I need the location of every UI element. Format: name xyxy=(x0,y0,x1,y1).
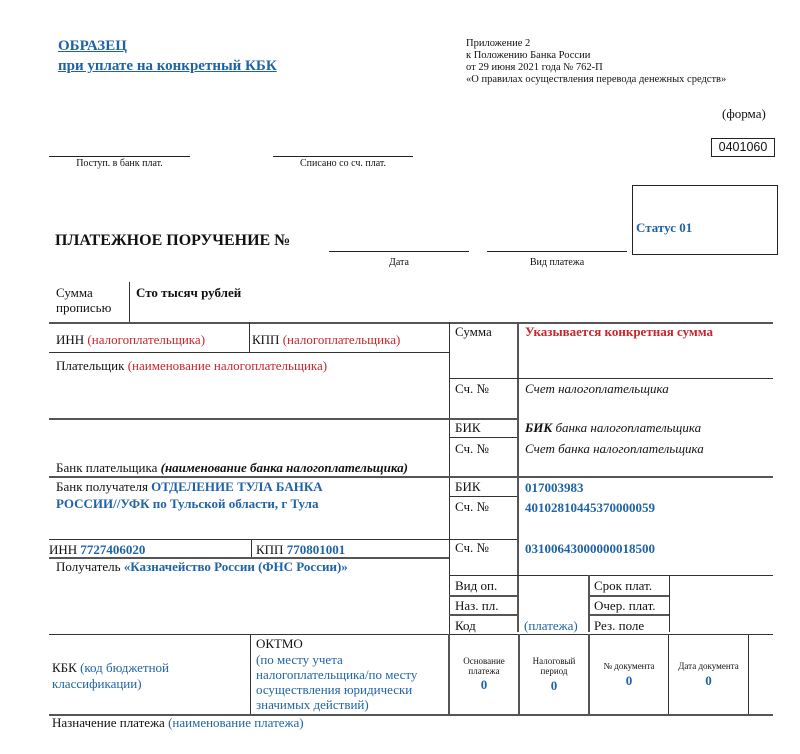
divider xyxy=(449,322,450,637)
payee-bank-value-2: РОССИИ//УФК по Тульской области, г Тула xyxy=(56,496,319,511)
payer-bank[interactable] xyxy=(56,460,408,476)
tax-period-value[interactable]: 0 xyxy=(550,678,558,693)
payer-account-value[interactable]: Счет налогоплательщика xyxy=(525,381,669,396)
oktmo-value-1: (по месту учета xyxy=(256,652,343,667)
payee-account-label: Сч. № xyxy=(455,540,489,555)
divider xyxy=(49,352,449,353)
payer-bank-label: Банк плательщика xyxy=(56,460,158,475)
payer-kpp-value: (налогоплательщика) xyxy=(282,332,401,347)
payment-type-label: Вид платежа xyxy=(529,257,585,268)
appendix-line: «О правилах осуществления перевода денежных средств» xyxy=(466,74,727,85)
payer-bank-bik-value-rest: банка налогоплательщика xyxy=(552,420,702,435)
forma-label: (форма) xyxy=(722,106,766,121)
purpose-label: Назначение платежа xyxy=(52,715,165,730)
debited-line xyxy=(273,156,413,157)
payer-bank-bik-value-bold: БИК xyxy=(525,420,553,435)
amount-label: Сумма xyxy=(455,324,492,339)
document-title: ПЛАТЕЖНОЕ ПОРУЧЕНИЕ № xyxy=(55,232,291,249)
doc-number-label: № документа xyxy=(603,661,655,671)
payee-inn-label: ИНН xyxy=(49,542,78,557)
oktmo-label: ОКТМО xyxy=(256,636,303,651)
term-label: Срок плат. xyxy=(594,578,653,593)
divider xyxy=(449,595,517,597)
payee-account-value[interactable]: 03100643000000018500 xyxy=(525,541,655,556)
divider xyxy=(588,575,590,632)
payee-kpp-label: КПП xyxy=(256,542,284,557)
payee-bank-value-1: ОТДЕЛЕНИЕ ТУЛА БАНКА xyxy=(151,479,323,494)
payee-kpp-value: 770801001 xyxy=(286,542,346,557)
payer-bank-bik-label: БИК xyxy=(455,420,481,435)
doc-number-value[interactable]: 0 xyxy=(625,673,633,688)
kbk-field[interactable] xyxy=(52,660,169,676)
queue-label: Очер. плат. xyxy=(594,598,656,613)
received-label: Поступ. в банк плат. xyxy=(76,158,163,169)
divider xyxy=(49,539,517,540)
appendix-line: от 29 июня 2021 года № 762-П xyxy=(466,62,603,73)
payee-inn-value: 7727406020 xyxy=(80,542,146,557)
purpose-code-label: Наз. пл. xyxy=(455,598,499,613)
oktmo-value-4: значимых действий) xyxy=(256,697,369,712)
date-line[interactable] xyxy=(329,251,469,252)
divider xyxy=(251,539,252,557)
tax-period-label-2: период xyxy=(540,666,568,676)
status-text: Статус 01 xyxy=(636,220,693,235)
divider xyxy=(49,476,773,478)
payee-bank[interactable] xyxy=(56,479,323,495)
payer-bank-account-label: Сч. № xyxy=(455,441,489,456)
sample-title: ОБРАЗЕЦ xyxy=(58,38,127,54)
amount-value[interactable]: Указывается конкретная сумма xyxy=(525,324,714,339)
payment-purpose[interactable] xyxy=(52,715,304,731)
payer-bank-bik-value[interactable] xyxy=(525,420,701,436)
payee-bank-account-value[interactable]: 40102810445370000059 xyxy=(525,500,655,515)
oktmo-value-3: осуществления юридически xyxy=(256,682,413,697)
payee-bank-bik-label: БИК xyxy=(455,479,481,494)
divider xyxy=(249,322,250,352)
payee-bank-bik-value[interactable]: 017003983 xyxy=(525,480,584,495)
divider xyxy=(449,614,517,616)
payer-account-label: Сч. № xyxy=(455,381,489,396)
payee-name-value: «Казначейство России (ФНС России)» xyxy=(123,559,348,574)
doc-date-label: Дата документа xyxy=(678,661,739,671)
kbk-value-1: (код бюджетной xyxy=(80,660,169,675)
tax-period-label-1: Налоговый xyxy=(532,656,576,666)
payer-name-value: (наименование налогоплательщика) xyxy=(127,358,328,373)
purpose-value: (наименование платежа) xyxy=(168,715,304,730)
payee-kpp[interactable] xyxy=(256,542,345,558)
payment-type-line[interactable] xyxy=(487,251,627,252)
divider xyxy=(49,634,773,635)
kbk-label: КБК xyxy=(52,660,77,675)
divider xyxy=(588,614,669,616)
amount-words-label-1: Сумма xyxy=(56,285,93,300)
payer-bank-value: (наименование банка налогоплательщика) xyxy=(160,460,408,475)
reserve-label: Рез. поле xyxy=(594,618,645,633)
code-value[interactable]: (платежа) xyxy=(524,618,578,633)
date-label: Дата xyxy=(389,257,409,268)
appendix-line: Приложение 2 xyxy=(466,38,531,49)
oktmo-value-2: налогоплательщика/по месту xyxy=(256,667,418,682)
payee-name[interactable] xyxy=(56,559,348,575)
amount-words-label-2: прописью xyxy=(56,300,112,315)
divider xyxy=(669,575,670,632)
payee-name-label: Получатель xyxy=(56,559,121,574)
kbk-value-2: классификации) xyxy=(52,676,142,691)
payer-kpp[interactable] xyxy=(252,332,400,348)
payer-name-label: Плательщик xyxy=(56,358,125,373)
code-label: Код xyxy=(455,618,476,633)
payer-inn-value: (налогоплательщика) xyxy=(87,332,206,347)
debited-label: Списано со сч. плат. xyxy=(299,158,387,169)
amount-words-value[interactable]: Сто тысяч рублей xyxy=(136,285,242,300)
payee-bank-account-label: Сч. № xyxy=(455,499,489,514)
payer-kpp-label: КПП xyxy=(252,332,280,347)
divider xyxy=(49,418,517,420)
divider xyxy=(449,378,773,379)
payer-bank-account-value[interactable]: Счет банка налогоплательщика xyxy=(525,441,704,456)
basis-label-1: Основание xyxy=(463,656,505,666)
op-type-label: Вид оп. xyxy=(455,578,498,593)
divider xyxy=(129,282,130,322)
divider xyxy=(449,496,517,497)
payer-name[interactable] xyxy=(56,358,327,374)
divider xyxy=(748,634,749,714)
basis-value[interactable]: 0 xyxy=(480,677,488,692)
divider xyxy=(449,575,773,576)
received-line xyxy=(49,156,190,157)
payee-bank-label: Банк получателя xyxy=(56,479,148,494)
form-code-box: 0401060 xyxy=(711,138,775,157)
payer-inn[interactable] xyxy=(56,332,205,348)
sample-subtitle: при уплате на конкретный КБК xyxy=(58,58,277,74)
payer-inn-label: ИНН xyxy=(56,332,85,347)
appendix-note xyxy=(466,38,726,86)
divider xyxy=(250,634,251,714)
payee-inn[interactable] xyxy=(49,542,145,558)
doc-date-value[interactable]: 0 xyxy=(705,673,712,688)
appendix-line: к Положению Банка России xyxy=(466,50,591,61)
divider xyxy=(449,437,517,438)
divider xyxy=(588,595,669,597)
basis-label-2: платежа xyxy=(468,666,500,676)
